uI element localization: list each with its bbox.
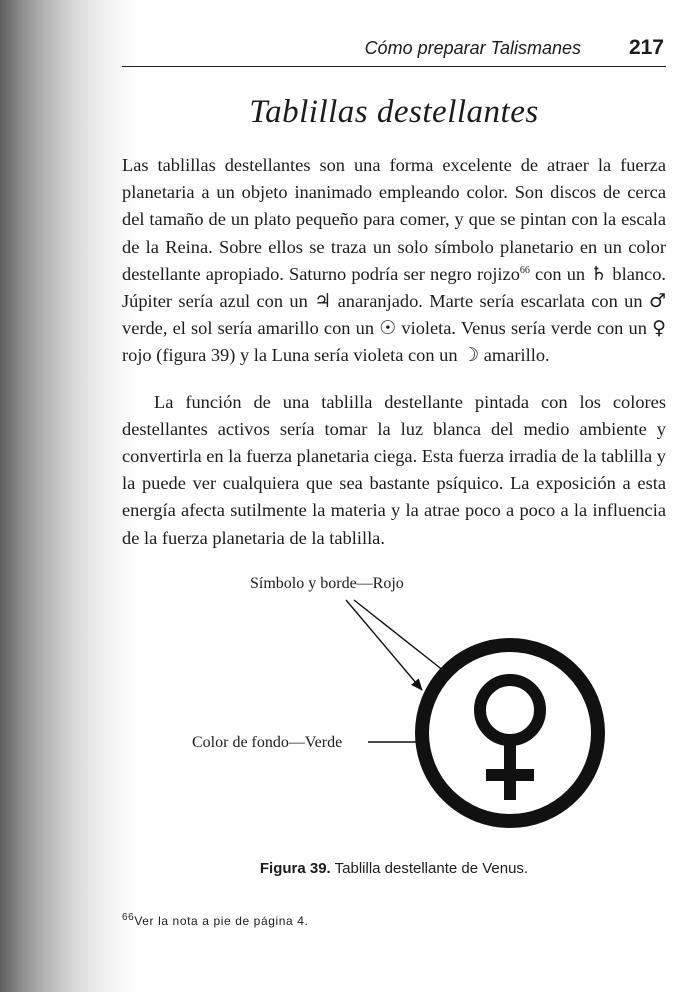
footnote-text: Ver la nota a pie de página 4. [134, 914, 309, 928]
p1-text-a: Las tablillas destellantes son una forma excelente de atraer la fuerza planetaria a un objeto inanimado empleando color. Son discos de cerca del tamaño de un plato pequeño para comer, y que se pintan con la escala de la Reina. Sobre ellos se traza un solo símbolo planetario en un color destellante apropiado. Saturno podría ser negro rojizo [122, 155, 666, 284]
venus-tablet-diagram [122, 570, 666, 870]
paragraph-2: La función de una tablilla destellante pintada con los colores destellantes activos sería tomar la luz blanca del medio ambiente y convertirla en la fuerza planetaria ciega. Esta fuerza irradia de la tablilla y la puede ver cualquiera que sea bastante psíquico. La exposición a esta energía afecta sutilmente la materia y la atrae poco a poco a la influencia de la fuerza planetaria de la tablilla. [122, 391, 666, 548]
venus-icon: ♀ [652, 317, 666, 340]
body-text [122, 152, 666, 552]
moon-icon: ☽ [462, 344, 480, 367]
p1-text-e: verde, el sol sería amarillo con un [122, 318, 380, 339]
figure-39 [122, 570, 666, 870]
sun-icon: ☉ [379, 317, 397, 340]
footnote-ref: 66 [519, 264, 530, 276]
jupiter-icon: ♃ [314, 290, 332, 313]
p1-text-h: amarillo. [479, 345, 550, 366]
footnote-marker: 66 [122, 912, 135, 923]
figure-caption [122, 860, 666, 877]
page-number: 217 [628, 36, 664, 59]
paragraph-1 [122, 152, 666, 370]
p1-text-g: rojo (figura 39) y la Luna sería violeta con un [122, 345, 463, 366]
p1-text-f: violeta. Venus sería verde con un [396, 318, 653, 339]
caption-label: Figura 39. [259, 860, 331, 877]
running-title: Cómo preparar Talismanes [364, 38, 581, 58]
p1-text-c: blanco. Júpiter sería azul con un [122, 263, 667, 312]
p1-text-d: anaranjado. Marte sería escarlata con un [331, 291, 649, 312]
saturn-icon: ♄ [590, 262, 608, 285]
mars-icon: ♂ [648, 290, 666, 313]
caption-text: Tablilla destellante de Venus. [330, 860, 529, 877]
section-title: Tablillas destellantes [249, 94, 539, 130]
label-symbol-border: Símbolo y borde—Rojo [250, 575, 404, 592]
page-header [122, 36, 666, 67]
p1-text-b: con un [529, 263, 591, 284]
label-background: Color de fondo—Verde [192, 734, 343, 751]
footnote [122, 914, 308, 928]
